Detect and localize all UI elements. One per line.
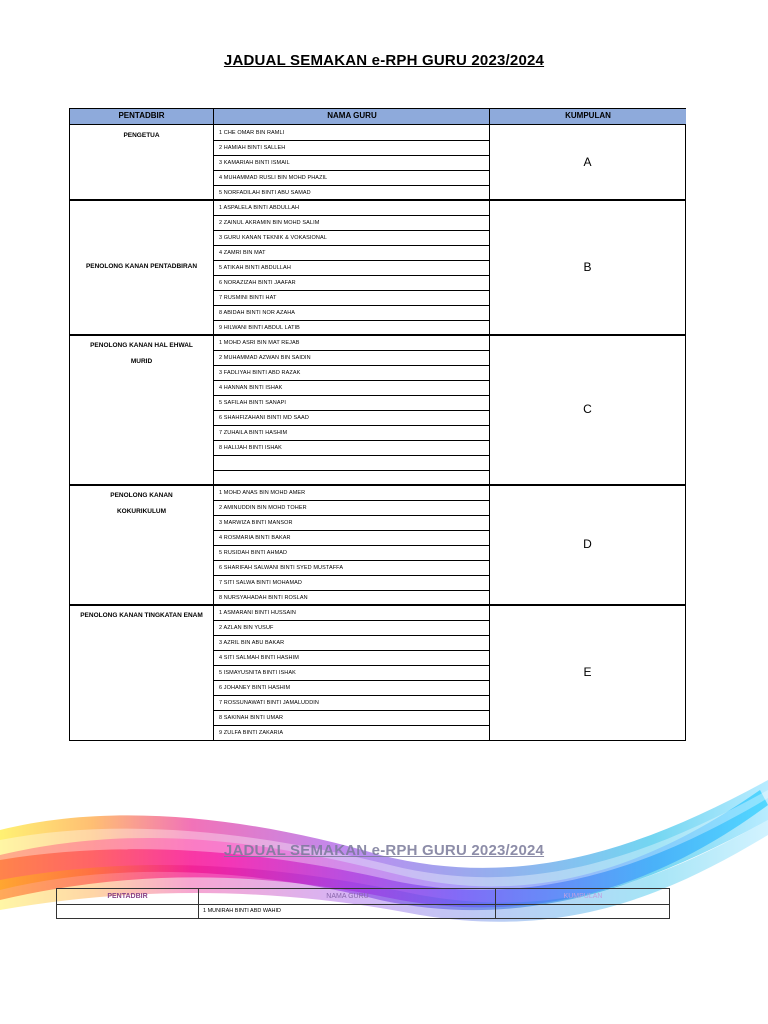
- teacher-name: 5 SAFILAH BINTI SANAPI: [219, 400, 286, 406]
- admin-label: PENOLONG KANAN HAL EHWAL: [90, 342, 193, 349]
- teacher-name: 2 ZAINUL AKRAMIN BIN MOHD SALIM: [219, 220, 320, 226]
- teacher-name: 4 ZAMRI BIN MAT: [219, 250, 266, 256]
- next-page-table: [56, 888, 670, 919]
- teacher-name: 2 AMINUDDIN BIN MOHD TOHER: [219, 505, 307, 511]
- next-header-group: KUMPULAN: [495, 889, 670, 905]
- teacher-name: 2 HAMIAH BINTI SALLEH: [219, 145, 286, 151]
- group-label: A: [583, 154, 592, 169]
- admin-label: PENOLONG KANAN PENTADBIRAN: [85, 262, 198, 270]
- teacher-name: 3 FADLIYAH BINTI ABD RAZAK: [219, 370, 301, 376]
- teacher-name: 3 KAMARIAH BINTI ISMAIL: [219, 160, 290, 166]
- teacher-name: 5 ISMAYUSNITA BINTI ISHAK: [219, 670, 296, 676]
- teacher-name: 2 MUHAMMAD AZWAN BIN SAIDIN: [219, 355, 311, 361]
- teacher-name: 7 ZUHAILA BINTI HASHIM: [219, 430, 288, 436]
- admin-label: MURID: [130, 358, 153, 365]
- teacher-name: 6 SHARIFAH SALWANI BINTI SYED MUSTAFFA: [219, 565, 344, 571]
- teacher-name: 3 GURU KANAN TEKNIK & VOKASIONAL: [219, 235, 327, 241]
- admin-label: KOKURIKULUM: [116, 508, 167, 515]
- page-title: JADUAL SEMAKAN e-RPH GURU 2023/2024: [223, 52, 545, 69]
- teacher-name: 6 NORAZIZAH BINTI JAAFAR: [219, 280, 296, 286]
- teacher-name: 4 ROSMARIA BINTI BAKAR: [219, 535, 291, 541]
- teacher-name: 9 HILWANI BINTI ABDUL LATIB: [219, 325, 300, 331]
- group-label: C: [583, 402, 592, 416]
- teacher-name: 7 ROSSUNAWATI BINTI JAMALUDDIN: [219, 700, 319, 706]
- admin-label: PENGETUA: [123, 132, 160, 139]
- teacher-name: 7 RUSMINI BINTI HAT: [219, 295, 277, 301]
- teacher-name: 3 MARWIZA BINTI MANSOR: [219, 520, 293, 526]
- teacher-name: 7 SITI SALWA BINTI MOHAMAD: [219, 580, 302, 586]
- teacher-name: 5 RUSIDAH BINTI AHMAD: [219, 550, 288, 556]
- teacher-name: 1 MOHD ANAS BIN MOHD AMER: [219, 490, 306, 496]
- teacher-name: 9 ZULFA BINTI ZAKARIA: [219, 730, 284, 736]
- header-admin: PENTADBIR: [70, 109, 213, 125]
- teacher-name: 3 AZRIL BIN ABU BAKAR: [219, 640, 285, 646]
- teacher-name: 8 ABIDAH BINTI NOR AZAHA: [219, 310, 296, 316]
- teacher-name: 1 ASMARANI BINTI HUSSAIN: [219, 610, 296, 616]
- teacher-name: 4 HANNAN BINTI ISHAK: [219, 385, 283, 391]
- header-teacher: NAMA GURU: [213, 109, 490, 125]
- admin-label: PENOLONG KANAN: [110, 492, 173, 499]
- teacher-name: 4 MUHAMMAD RUSLI BIN MOHD PHAZIL: [219, 175, 328, 181]
- rainbow-swoosh-decoration: [0, 760, 768, 960]
- next-first-row: 1 MUNIRAH BINTI ABD WAHID: [203, 908, 282, 914]
- next-page-title: JADUAL SEMAKAN e-RPH GURU 2023/2024: [223, 842, 545, 859]
- teacher-name: 6 JOHANEY BINTI HASHIM: [219, 685, 291, 691]
- teacher-name: 4 SITI SALMAH BINTI HASHIM: [219, 655, 299, 661]
- admin-label: PENOLONG KANAN TINGKATAN ENAM: [80, 612, 203, 619]
- teacher-name: 8 NURSYAHADAH BINTI ROSLAN: [219, 595, 308, 601]
- header-group: KUMPULAN: [489, 109, 686, 125]
- teacher-name: 6 SHAHFIZAHANI BINTI MD SAAD: [219, 415, 309, 421]
- teacher-name: 5 ATIKAH BINTI ABDULLAH: [219, 265, 291, 271]
- group-label: D: [583, 537, 592, 551]
- teacher-name: 8 HALIJAH BINTI ISHAK: [219, 445, 282, 451]
- teacher-name: 1 MOHD ASRI BIN MAT REJAB: [219, 340, 300, 346]
- teacher-name: 1 ASPALELA BINTI ABDULLAH: [219, 205, 300, 211]
- group-label: E: [583, 664, 592, 679]
- group-label: B: [583, 259, 592, 274]
- next-header-admin: PENTADBIR: [57, 889, 198, 905]
- review-table: [69, 108, 686, 741]
- teacher-name: 1 CHE OMAR BIN RAMLI: [219, 130, 285, 136]
- next-header-teacher: NAMA GURU: [198, 889, 496, 905]
- teacher-name: 8 SAKINAH BINTI UMAR: [219, 715, 284, 721]
- teacher-name: 5 NORFADILAH BINTI ABU SAMAD: [219, 190, 311, 196]
- teacher-name: 2 AZLAN BIN YUSUF: [219, 625, 274, 631]
